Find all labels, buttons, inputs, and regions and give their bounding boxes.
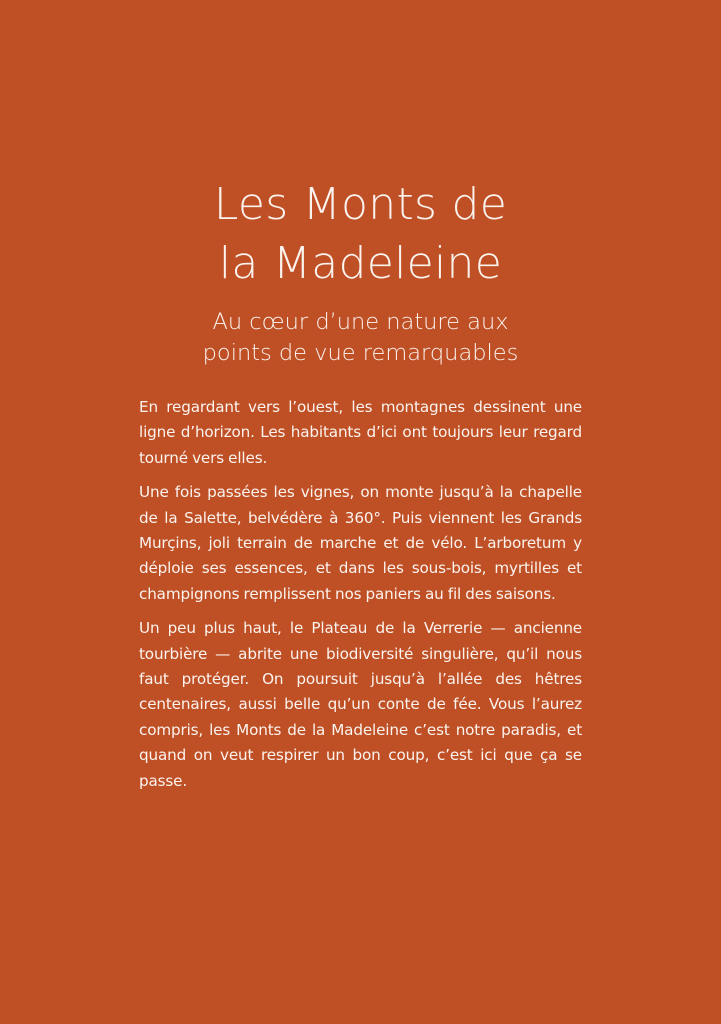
page-subtitle-line-2: points de vue remarquables [202,340,519,366]
page-title [60,175,661,293]
page-subtitle [60,307,661,369]
paragraph-3: Un peu plus haut, le Plateau de la Verrerie — ancienne tourbière — abrite une biodiversité singulière, qu’il nous faut protéger. On poursuit jusqu’à l’allée des hêtres centenaires, aussi belle qu’un conte de fée. Vous l’aurez compris, les Monts de la Madeleine c’est notre paradis, et quand on veut respirer un bon coup, c’est ici que ça se passe. [139,619,582,790]
body-text [139,395,582,803]
page-title-line-1: Les Monts de [213,179,508,230]
page-subtitle-line-1: Au cœur d’une nature aux [212,309,509,335]
paragraph-2: Une fois passées les vignes, on monte jusqu’à la chapelle de la Salette, belvédère à 360°. Puis viennent les Grands Murçins, joli terrain de marche et de vélo. L’arboretum y déploie ses essences, et dans les sous-bois, myrtilles et champignons remplissent nos paniers au fil des saisons. [139,483,582,603]
paragraph-1: En regardant vers l’ouest, les montagnes dessinent une ligne d’horizon. Les habitants d’ici ont toujours leur regard tourné vers elles. [139,398,582,467]
page-title-line-2: la Madeleine [218,238,503,289]
